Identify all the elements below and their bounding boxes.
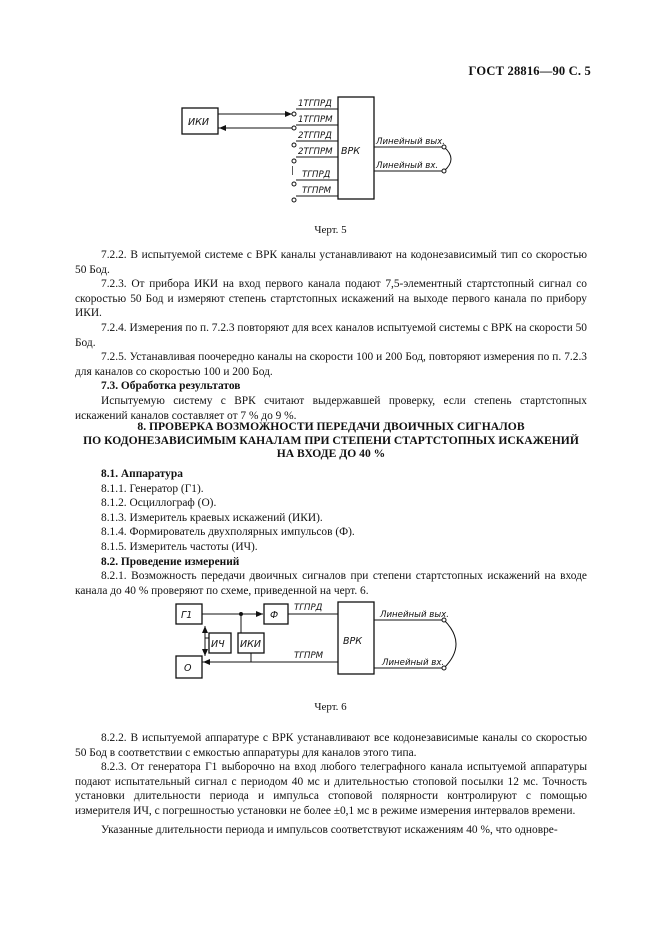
line-in-label: Линейный вх. bbox=[376, 161, 439, 171]
channel-label-6: ТГПРМ bbox=[302, 186, 332, 196]
figure-5-caption: Черт. 5 bbox=[314, 224, 347, 236]
paragraph-8-2-3: 8.2.3. От генератора Г1 выборочно на вход любого телеграфного канала испытуемой аппаратуры подают испытательный сигнал с периодом 40 мс и длительностью стоповой посылки 12 мс. Точность установки длительности периода и импульса стоповой полярности контролируют с помощью измерителя ИЧ, с погрешностью установки не более ±0,1 мс в режиме измерения интервалов времени. bbox=[75, 761, 587, 817]
item-8-1-2: 8.1.2. Осциллограф (О). bbox=[101, 497, 217, 510]
vrk-box-label: ВРК bbox=[341, 146, 360, 157]
item-8-1-1: 8.1.1. Генератор (Г1). bbox=[101, 482, 204, 495]
channel-ellipsis: | bbox=[291, 166, 294, 176]
vrk-label: ВРК bbox=[343, 636, 362, 647]
iki-label: ИКИ bbox=[240, 639, 261, 650]
page-header: ГОСТ 28816—90 С. 5 bbox=[468, 64, 591, 78]
channel-label-3: 2ТГПРД bbox=[298, 131, 332, 141]
tx-label: ТГПРД bbox=[294, 603, 323, 613]
paragraph-7-2-2: 7.2.2. В испытуемой системе с ВРК каналы устанавливают на кодонезависимый тип со скоростью 50 Бод. bbox=[75, 249, 587, 276]
arrow-up-icon bbox=[202, 626, 208, 633]
paragraph-7-2-3: 7.2.3. От прибора ИКИ на вход первого канала подают 7,5-элементный стартстопный сигнал со скоростью 50 Бод и измеряют степень стартстопных искажений на выходе первого канала по прибору ИКИ. bbox=[75, 278, 587, 320]
rx-label: ТГПРМ bbox=[294, 651, 324, 661]
paragraph-7-3: Испытуемую систему с ВРК считают выдержавшей проверку, если степень стартстопных искажений каналов составляет от 7 % до 9 %. bbox=[75, 394, 587, 422]
item-8-1-5: 8.1.5. Измеритель частоты (ИЧ). bbox=[101, 540, 258, 553]
ich-label: ИЧ bbox=[211, 639, 225, 650]
channel-label-1: 1ТГПРД bbox=[298, 99, 332, 109]
channel-terminals bbox=[292, 112, 296, 202]
heading-8-1: 8.1. Аппаратура bbox=[101, 468, 183, 480]
item-8-1-4: 8.1.4. Формирователь двухполярных импульсов (Ф). bbox=[101, 526, 355, 539]
terminal-in bbox=[442, 169, 446, 173]
channel-label-4: 2ТГПРМ bbox=[298, 147, 333, 157]
f-label: Ф bbox=[270, 610, 279, 621]
arrow-left-icon bbox=[219, 125, 226, 131]
figure-6-diagram bbox=[0, 596, 661, 686]
section-8-title-line-2: ПО КОДОНЕЗАВИСИМЫМ КАНАЛАМ ПРИ СТЕПЕНИ СТАРТСТОПНЫХ ИСКАЖЕНИЙ bbox=[83, 433, 579, 447]
loop-curve bbox=[444, 147, 451, 171]
arrow-right-icon bbox=[285, 111, 292, 117]
channel-label-2: 1ТГПРМ bbox=[298, 115, 333, 125]
section-8-text bbox=[75, 467, 587, 598]
heading-7-3: 7.3. Обработка результатов bbox=[101, 380, 241, 393]
paragraph-7-2-4: 7.2.4. Измерения по п. 7.2.3 повторяют для всех каналов испытуемой системы с ВРК на скорости 50 Бод. bbox=[75, 321, 587, 349]
figure-5 bbox=[0, 95, 661, 210]
section-8-title-line-1: 8. ПРОВЕРКА ВОЗМОЖНОСТИ ПЕРЕДАЧИ ДВОИЧНЫХ СИГНАЛОВ bbox=[137, 420, 525, 433]
line-in-label: Линейный вх. bbox=[382, 658, 445, 668]
iki-box-label: ИКИ bbox=[188, 117, 209, 128]
item-8-1-3: 8.1.3. Измеритель краевых искажений (ИКИ). bbox=[101, 511, 323, 524]
arrow-right-icon bbox=[256, 611, 263, 617]
o-label: О bbox=[184, 663, 192, 674]
section-7-text bbox=[75, 248, 587, 423]
arrow-down-icon bbox=[202, 649, 208, 656]
figure-5-diagram bbox=[0, 95, 661, 210]
figure-6-caption: Черт. 6 bbox=[314, 701, 347, 713]
arrow-left-icon bbox=[203, 659, 210, 665]
heading-8-2: 8.2. Проведение измерений bbox=[101, 555, 240, 568]
paragraph-final: Указанные длительности периода и импульсов соответствуют искажениям 40 %, что одновре- bbox=[101, 823, 558, 836]
channel-label-5: ТГПРД bbox=[302, 170, 331, 180]
paragraph-8-2-2: 8.2.2. В испытуемой аппаратуре с ВРК устанавливают все кодонезависимые каналы со скоростью 50 Бод в соответствии с емкостью аппаратуры для каналов этого типа. bbox=[75, 732, 587, 759]
paragraph-8-2-1: 8.2.1. Возможность передачи двоичных сигналов при степени стартстопных искажений на входе канала до 40 % проверяют по схеме, приведенной на черт. 6. bbox=[75, 570, 587, 597]
g1-label: Г1 bbox=[181, 610, 193, 621]
section-8-text-continued bbox=[75, 731, 587, 837]
section-8-title-line-3: НА ВХОДЕ ДО 40 % bbox=[276, 447, 386, 460]
figure-6 bbox=[0, 596, 661, 686]
loop-curve bbox=[444, 620, 456, 668]
line-out-label: Линейный вых. bbox=[380, 610, 449, 620]
line-out-label: Линейный вых. bbox=[376, 137, 445, 147]
paragraph-7-2-5: 7.2.5. Устанавливая поочередно каналы на скорости 100 и 200 Бод, повторяют измерения по п. 7.2.3 для каналов со скоростью 100 и 200 Бод. bbox=[75, 351, 587, 378]
section-8-title bbox=[75, 420, 587, 461]
